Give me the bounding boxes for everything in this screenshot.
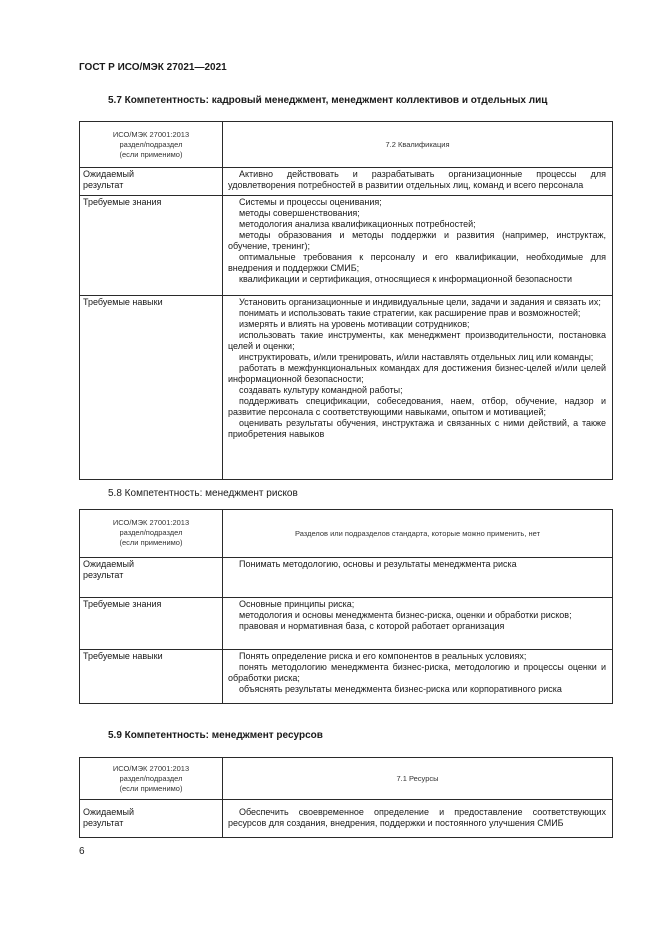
clause-header-line: ИСО/МЭК 27001:2013 (112, 130, 190, 139)
page-number: 6 (79, 846, 85, 857)
label-line: Ожидаемый (83, 169, 134, 179)
clause-header-line: ИСО/МЭК 27001:2013 (112, 518, 190, 527)
content-paragraph: методы совершенствования; (239, 208, 360, 218)
row-content-required-skills (223, 650, 613, 704)
row-content-expected-result (223, 558, 613, 598)
content-paragraph: работать в межфункциональных командах для достижения бизнес-целей и/или целей информационной безопасности; (228, 363, 606, 384)
content-paragraph: Системы и процессы оценивания; (239, 197, 382, 207)
row-label-expected-result (80, 558, 223, 598)
row-label-required-skills: Требуемые навыки (80, 296, 223, 480)
content-paragraph: оценивать результаты обучения, инструктажа и связанных с ними действий, а также приобретения навыков (228, 418, 606, 439)
content-paragraph: создавать культуру командной работы; (239, 385, 403, 395)
clause-header-line: раздел/подраздел (119, 140, 183, 149)
document-header: ГОСТ Р ИСО/МЭК 27021—2021 (79, 62, 227, 73)
clause-reference-cell: Разделов или подразделов стандарта, которые можно применить, нет (223, 510, 613, 558)
competence-table-5-7 (79, 121, 613, 480)
row-label-expected-result (80, 800, 223, 838)
row-label-required-skills: Требуемые навыки (80, 650, 223, 704)
clause-reference-cell: 7.1 Ресурсы (223, 758, 613, 800)
content-paragraph: Понимать методологию, основы и результаты менеджмента риска (239, 559, 517, 569)
row-label-expected-result (80, 168, 223, 196)
row-content-expected-result (223, 168, 613, 196)
content-paragraph: квалификации и сертификация, относящиеся к информационной безопасности (239, 274, 572, 284)
clause-header-line: (если применимо) (119, 538, 183, 547)
row-content-expected-result (223, 800, 613, 838)
clause-header-cell (80, 122, 223, 168)
competence-table-5-9 (79, 757, 613, 838)
content-paragraph: Активно действовать и разрабатывать организационные процессы для удовлетворения потребностей в развитии отдельных лиц, команд и всего персонала (228, 169, 606, 190)
content-paragraph: методология и основы менеджмента бизнес-риска, оценки и обработки рисков; (239, 610, 572, 620)
content-paragraph: Понять определение риска и его компонентов в реальных условиях; (239, 651, 527, 661)
row-content-required-knowledge (223, 598, 613, 650)
row-label-required-knowledge: Требуемые знания (80, 598, 223, 650)
content-paragraph: инструктировать, и/или тренировать, и/или наставлять отдельных лиц или команды; (239, 352, 594, 362)
label-line: результат (83, 180, 124, 190)
row-content-required-skills (223, 296, 613, 480)
content-paragraph: измерять и влиять на уровень мотивации сотрудников; (239, 319, 470, 329)
content-paragraph: понимать и использовать такие стратегии, как расширение прав и возможностей; (239, 308, 581, 318)
content-paragraph: методология анализа квалификационных потребностей; (239, 219, 476, 229)
row-content-required-knowledge (223, 196, 613, 296)
label-line: Ожидаемый (83, 559, 134, 569)
section-title-5-9: 5.9 Компетентность: менеджмент ресурсов (108, 730, 323, 741)
content-paragraph: объяснять результаты менеджмента бизнес-риска или корпоративного риска (239, 684, 562, 694)
content-paragraph: поддерживать спецификации, собеседования, наем, отбор, обучение, надзор и развитие персонала с соответствующими навыками, опытом и мотивацией; (228, 396, 606, 417)
content-paragraph: использовать такие инструменты, как менеджмент производительности, постановка целей и оценки; (228, 330, 606, 351)
content-paragraph: Основные принципы риска; (239, 599, 355, 609)
label-line: результат (83, 818, 124, 828)
clause-header-cell (80, 758, 223, 800)
clause-header-cell (80, 510, 223, 558)
row-label-required-knowledge: Требуемые знания (80, 196, 223, 296)
content-paragraph: правовая и нормативная база, с которой работает организация (239, 621, 505, 631)
content-paragraph: Обеспечить своевременное определение и предоставление соответствующих ресурсов для создания, внедрения, поддержки и постоянного улучшения СМИБ (228, 807, 606, 828)
competence-table-5-8 (79, 509, 613, 704)
content-paragraph: Установить организационные и индивидуальные цели, задачи и задания и связать их; (239, 297, 601, 307)
section-title-5-8: 5.8 Компетентность: менеджмент рисков (108, 488, 298, 499)
content-paragraph: методы образования и методы поддержки и развития (например, инструктаж, обучение, тренинг); (228, 230, 606, 251)
content-paragraph: понять методологию менеджмента бизнес-риска, методологию и процессы оценки и обработки риска; (228, 662, 606, 683)
content-paragraph: оптимальные требования к персоналу и его квалификации, необходимые для внедрения и поддержки СМИБ; (228, 252, 606, 273)
clause-header-line: (если применимо) (119, 150, 183, 159)
clause-header-line: раздел/подраздел (119, 528, 183, 537)
label-line: результат (83, 570, 124, 580)
clause-header-line: раздел/подраздел (119, 774, 183, 783)
clause-header-line: ИСО/МЭК 27001:2013 (112, 764, 190, 773)
clause-reference-cell: 7.2 Квалификация (223, 122, 613, 168)
label-line: Ожидаемый (83, 807, 134, 817)
clause-header-line: (если применимо) (119, 784, 183, 793)
section-title-5-7: 5.7 Компетентность: кадровый менеджмент, менеджмент коллективов и отдельных лиц (108, 95, 548, 106)
